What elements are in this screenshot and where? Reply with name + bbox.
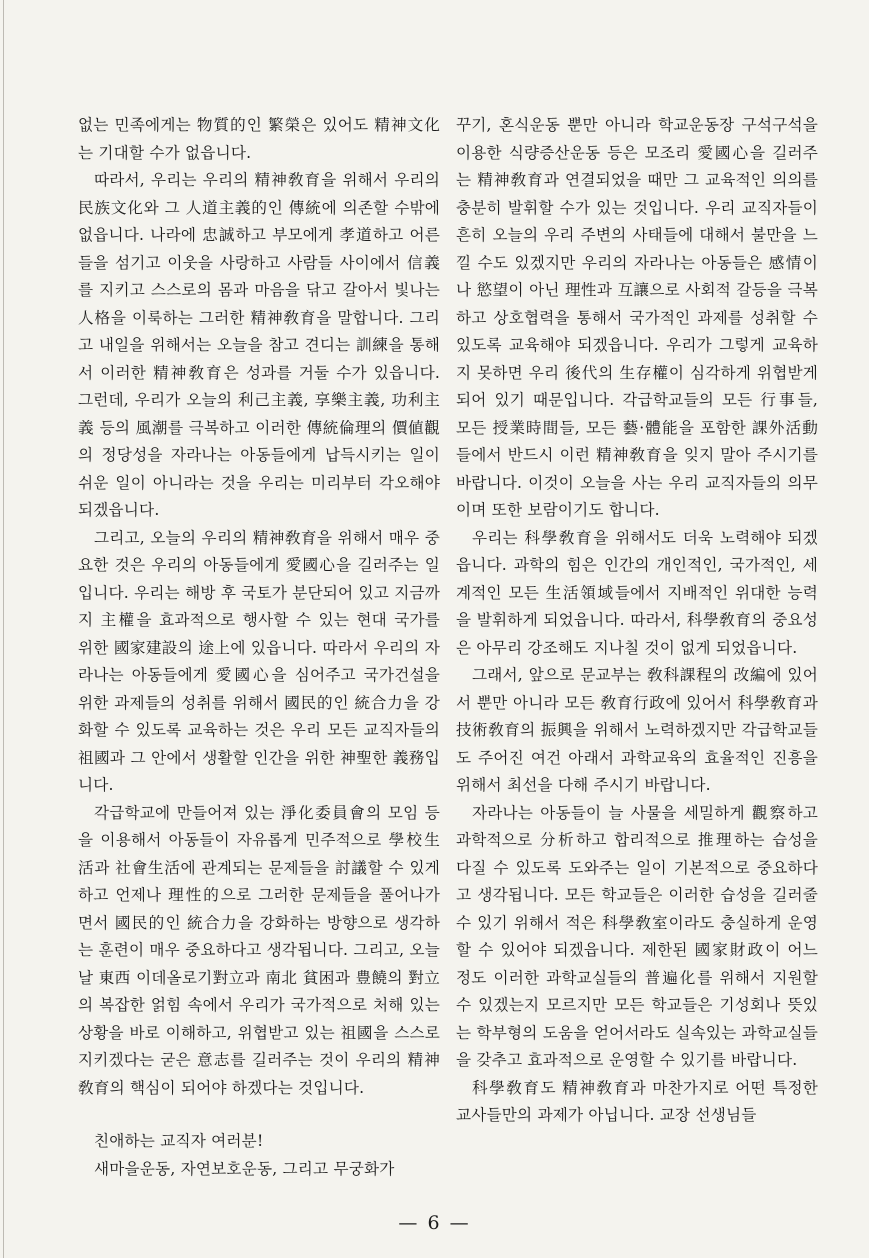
paragraph: 자라나는 아동들이 늘 사물을 세밀하게 觀察하고 과학적으로 分析하고 합리적으로 推理하는 습성을 다질 수 있도록 도와주는 일이 기본적으로 중요하다고 생각됩니다. 모든 학교들은 이러한 습성을 길러줄 수 있기 위해서 적은 科學敎室이라도 충실하게 운영할 수 있어야 되겠읍니다. 제한된 國家財政이 어느 정도 이러한 과학교실들의 普遍化를 위해서 지원할 수 있겠는지 모르지만 모든 학교들은 기성회나 뜻있는 학부형의 도움을 얻어서라도 실속있는 과학교실들을 갖추고 효과적으로 운영할 수 있기를 바랍니다. (456, 803, 818, 1069)
paragraph: 우리는 科學敎育을 위해서도 더욱 노력해야 되겠읍니다. 과학의 힘은 인간의 개인적인, 국가적인, 세계적인 모든 生活領域들에서 지배적인 위대한 능력을 발휘하게 되었읍니다. 따라서, 科學敎育의 중요성은 아무리 강조해도 지나칠 것이 없게 되었읍니다. (456, 528, 818, 657)
page-number: — 6 — (398, 1212, 471, 1234)
salutation: 친애하는 교직자 여러분! (94, 1132, 264, 1150)
paragraph: 새마을운동, 자연보호운동, 그리고 무궁화가 (94, 1159, 395, 1178)
paragraph: 없는 민족에게는 物質的인 繁榮은 있어도 精神文化는 기대할 수가 없읍니다. (78, 116, 440, 162)
paragraph: 각급학교에 만들어져 있는 淨化委員會의 모임 등을 이용해서 아동들이 자유롭게 민주적으로 學校生活과 社會生活에 관계되는 문제들을 討議할 수 있게 하고 언제나 理性的으로 그러한 문제들을 풀어나가면서 國民的인 統合力을 강화하는 방향으로 생각하는 훈련이 매우 중요하다고 생각됩니다. 그리고, 오늘날 東西 이데올로기對立과 南北 貧困과 豊饒의 對立의 복잡한 얽힘 속에서 우리가 국가적으로 처해 있는 상황을 바로 이해하고, 위협받고 있는 祖國을 스스로 지키겠다는 굳은 意志를 길러주는 것이 우리의 精神敎育의 핵심이 되어야 하겠다는 것입니다. (78, 803, 440, 1097)
paragraph: 그래서, 앞으로 문교부는 敎科課程의 改編에 있어서 뿐만 아니라 모든 敎育行政에 있어서 科學敎育과 技術敎育의 振興을 위해서 노력하겠지만 각급학교들도 주어진 여건 아래서 과학교육의 효율적인 진흥을 위해서 최선을 다해 주시기 바랍니다. (456, 666, 818, 794)
paragraph: 그리고, 오늘의 우리의 精神敎育을 위해서 매우 중요한 것은 우리의 아동들에게 愛國心을 길러주는 일입니다. 우리는 해방 후 국토가 분단되어 있고 지금까지 主權을 효과적으로 행사할 수 있는 현대 국가를 위한 國家建設의 途上에 있읍니다. 따라서 우리의 자라나는 아동들에게 愛國心을 심어주고 국가건설을 위한 과제들의 성취를 위해서 國民的인 統合力을 강화할 수 있도록 교육하는 것은 우리 모든 교직자들의 祖國과 그 안에서 생활할 인간을 위한 神聖한 義務입니다. (78, 528, 440, 794)
paragraph: 따라서, 우리는 우리의 精神敎育을 위해서 우리의 民族文化와 그 人道主義的인 傳統에 의존할 수밖에 없읍니다. 나라에 忠誠하고 부모에게 孝道하고 어른들을 섬기고 이웃을 사랑하고 사람들 사이에서 信義를 지키고 스스로의 몸과 마음을 닦고 갈아서 빛나는 人格을 이룩하는 그러한 精神敎育을 말합니다. 그리고 내일을 위해서는 오늘을 참고 견디는 訓練을 통해서 이러한 精神敎育은 성과를 거둘 수가 있읍니다. 그런데, 우리가 오늘의 利己主義, 享樂主義, 功利主義 등의 風潮를 극복하고 이러한 傳統倫理의 價値觀의 정당성을 자라나는 아동들에게 납득시키는 일이 쉬운 일이 아니라는 것을 우리는 미리부터 각오해야 되겠읍니다. (78, 171, 440, 519)
paragraph: 꾸기, 혼식운동 뿐만 아니라 학교운동장 구석구석을 이용한 식량증산운동 등은 모조리 愛國心을 길러주는 精神敎育과 연결되었을 때만 그 교육적인 의의를 충분히 발휘할 수가 있는 것입니다. 우리 교직자들이 흔히 오늘의 우리 주변의 사태들에 대해서 불만을 느낄 수도 있겠지만 우리의 자라나는 아동들은 感情이나 慾望이 아닌 理性과 互讓으로 사회적 갈등을 극복하고 상호협력을 통해서 국가적인 과제를 성취할 수 있도록 교육해야 되겠읍니다. 우리가 그렇게 교육하지 못하면 우리 後代의 生存權이 심각하게 위협받게 되어 있기 때문입니다. 각급학교들의 모든 行事들, 모든 授業時間들, 모든 藝·體能을 포함한 課外活動 들에서 반드시 이런 精神敎育을 잊지 말아 주시기를 바랍니다. 이것이 오늘을 사는 우리 교직자들의 의무이며 또한 보람이기도 합니다. (456, 116, 818, 519)
scan-edge-line (3, 0, 4, 1258)
left-text-column (78, 112, 440, 1183)
paragraph: 科學敎育도 精神敎育과 마찬가지로 어떤 특정한 교사들만의 과제가 아닙니다. 교장 선생님들 (456, 1078, 818, 1124)
right-text-column (456, 112, 818, 1130)
